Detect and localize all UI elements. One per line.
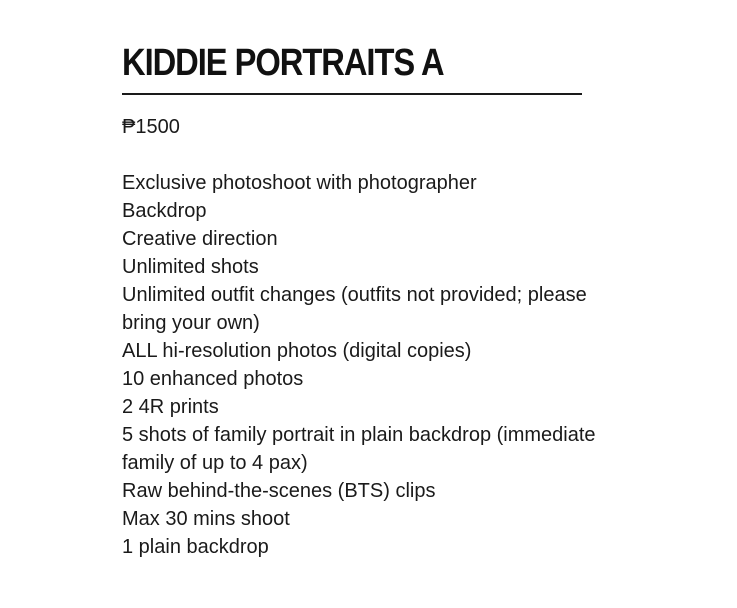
feature-item: 1 plain backdrop xyxy=(122,536,269,558)
feature-item: Unlimited shots xyxy=(122,256,259,278)
title-divider xyxy=(122,93,582,95)
package-card xyxy=(122,38,642,561)
package-price: ₱1500 xyxy=(122,116,180,138)
feature-item: 2 4R prints xyxy=(122,396,219,418)
feature-list xyxy=(122,169,612,561)
feature-item: Creative direction xyxy=(122,228,278,250)
feature-item: Unlimited outfit changes (outfits not provided; please bring your own) xyxy=(122,284,587,334)
feature-item: Raw behind-the-scenes (BTS) clips xyxy=(122,480,436,502)
feature-item: Exclusive photoshoot with photographer xyxy=(122,172,477,194)
feature-item: Max 30 mins shoot xyxy=(122,508,290,530)
feature-item: 5 shots of family portrait in plain backdrop (immediate family of up to 4 pax) xyxy=(122,424,596,474)
feature-item: Backdrop xyxy=(122,200,207,222)
package-title: KIDDIE PORTRAITS A xyxy=(122,42,444,84)
feature-item: 10 enhanced photos xyxy=(122,368,304,390)
feature-item: ALL hi-resolution photos (digital copies) xyxy=(122,340,472,362)
